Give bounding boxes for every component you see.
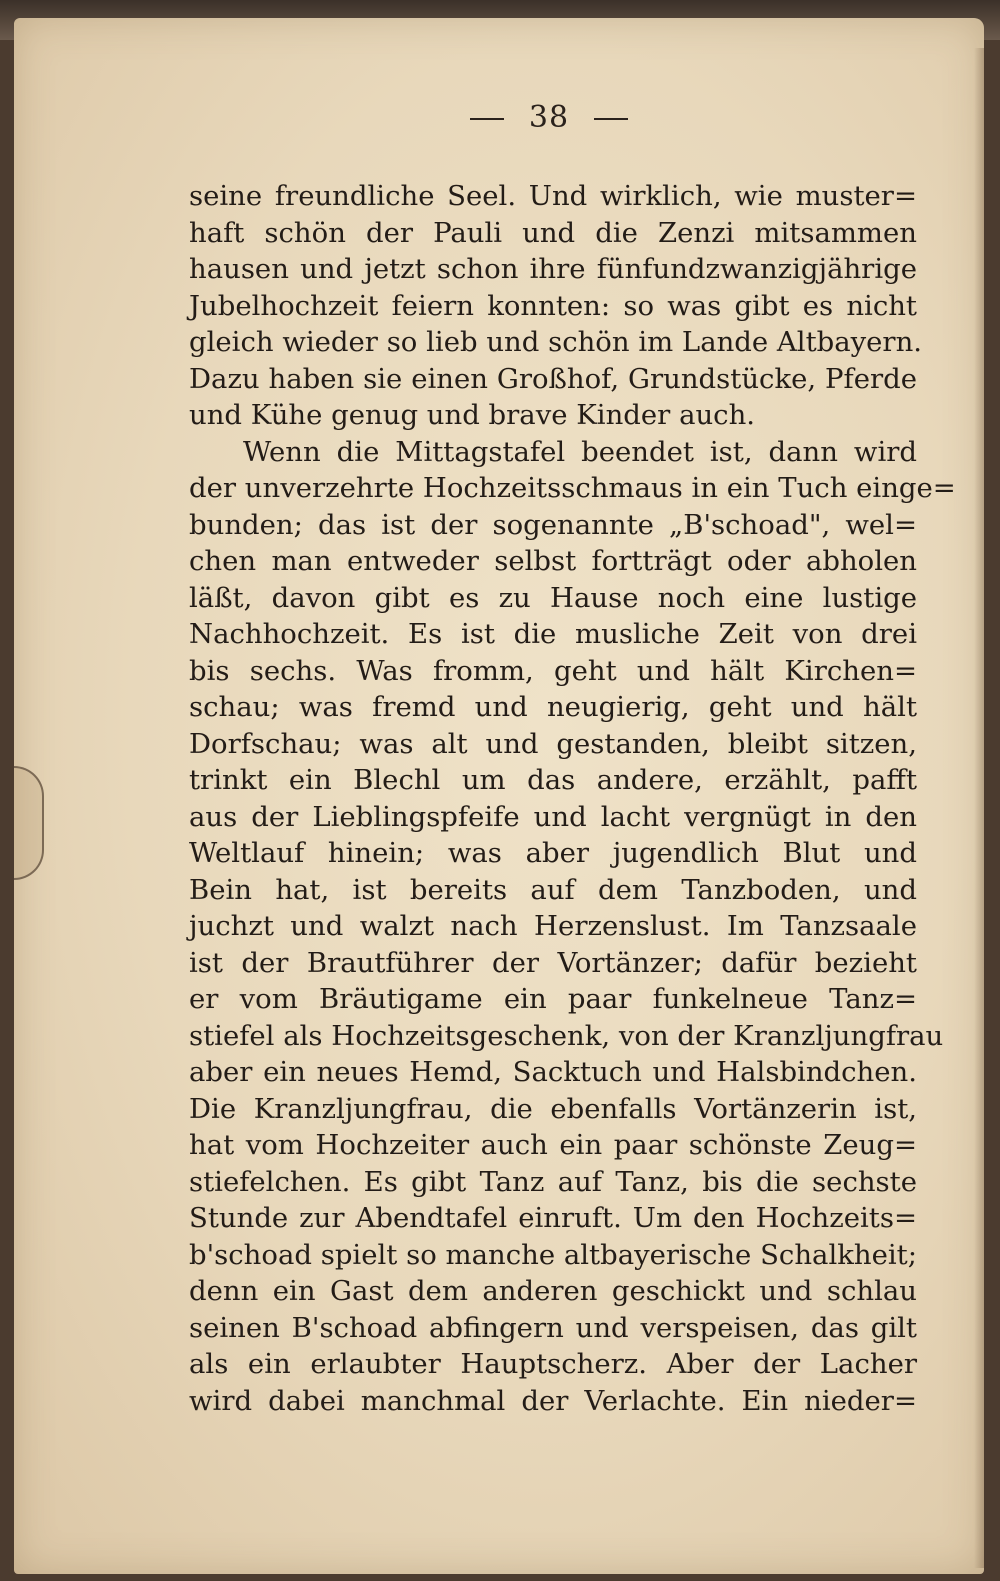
text-line: er vom Bräutigame ein paar funkelneue Tanz= — [189, 983, 917, 1015]
text-line: Stunde zur Abendtafel einruft. Um den Hochzeits= — [189, 1202, 917, 1234]
text-line: Jubelhochzeit feiern konnten: so was gibt es nicht — [189, 289, 917, 322]
text-line: seine freundliche Seel. Und wirklich, wie muster= — [189, 180, 917, 212]
text-line: hat vom Hochzeiter auch ein paar schönste Zeug= — [189, 1129, 917, 1161]
text-line: denn ein Gast dem anderen geschickt und schlau — [189, 1275, 917, 1307]
text-line: Nachhochzeit. Es ist die musliche Zeit von drei — [189, 618, 917, 650]
text-line: bis sechs. Was fromm, geht und hält Kirchen= — [189, 654, 917, 687]
text-line: seinen B'schoad abfingern und verspeisen, das gilt — [189, 1311, 917, 1344]
text-line: Bein hat, ist bereits auf dem Tanzboden, und — [189, 873, 917, 906]
text-line: und Kühe genug und brave Kinder auch. — [189, 399, 756, 431]
body-text — [189, 178, 956, 1419]
text-line: chen man entweder selbst fortträgt oder abholen — [189, 545, 917, 577]
text-line: Die Kranzljungfrau, die ebenfalls Vortänzerin ist, — [189, 1092, 917, 1125]
thumb-tab-mark — [14, 766, 44, 880]
header-dash-right — [594, 118, 628, 120]
text-line: haft schön der Pauli und die Zenzi mitsammen — [189, 216, 917, 249]
text-line: ist der Brautführer der Vortänzer; dafür bezieht — [189, 946, 917, 979]
book-page — [14, 18, 984, 1574]
text-line: stiefel als Hochzeitsgeschenk, von der Kranzljungfrau — [189, 1019, 944, 1052]
header-dash-left — [470, 118, 504, 120]
text-line: aber ein neues Hemd, Sacktuch und Halsbindchen. — [189, 1056, 917, 1088]
text-line: Dazu haben sie einen Großhof, Grundstücke, Pferde — [189, 362, 917, 395]
text-line: Dorfschau; was alt und gestanden, bleibt sitzen, — [189, 727, 917, 760]
text-line: b'schoad spielt so manche altbayerische Schalkheit; — [189, 1238, 917, 1271]
text-line: juchzt und walzt nach Herzenslust. Im Tanzsaale — [189, 910, 917, 942]
text-line: trinkt ein Blechl um das andere, erzählt, pafft — [189, 764, 917, 796]
text-line: der unverzehrte Hochzeitsschmaus in ein Tuch einge= — [189, 472, 956, 504]
text-line: gleich wieder so lieb und schön im Lande Altbayern. — [189, 326, 923, 358]
text-line: stiefelchen. Es gibt Tanz auf Tanz, bis die sechste — [189, 1165, 917, 1198]
page-number: 38 — [528, 100, 570, 135]
text-line: bunden; das ist der sogenannte „B'schoad", wel= — [189, 508, 917, 541]
text-line: Wenn die Mittagstafel beendet ist, dann wird — [243, 435, 917, 468]
text-line: schau; was fremd und neugierig, geht und hält — [189, 691, 917, 723]
text-line: Weltlauf hinein; was aber jugendlich Blut und — [189, 837, 917, 869]
page-header — [14, 100, 1000, 135]
page-edge-shadow — [974, 48, 984, 1568]
text-line: als ein erlaubter Hauptscherz. Aber der Lacher — [189, 1348, 917, 1380]
text-line: hausen und jetzt schon ihre fünfundzwanzigjährige — [189, 253, 917, 285]
text-line: wird dabei manchmal der Verlachte. Ein nieder= — [189, 1384, 917, 1417]
text-line: läßt, davon gibt es zu Hause noch eine lustige — [189, 581, 917, 614]
text-line: aus der Lieblingspfeife und lacht vergnügt in den — [189, 800, 917, 833]
